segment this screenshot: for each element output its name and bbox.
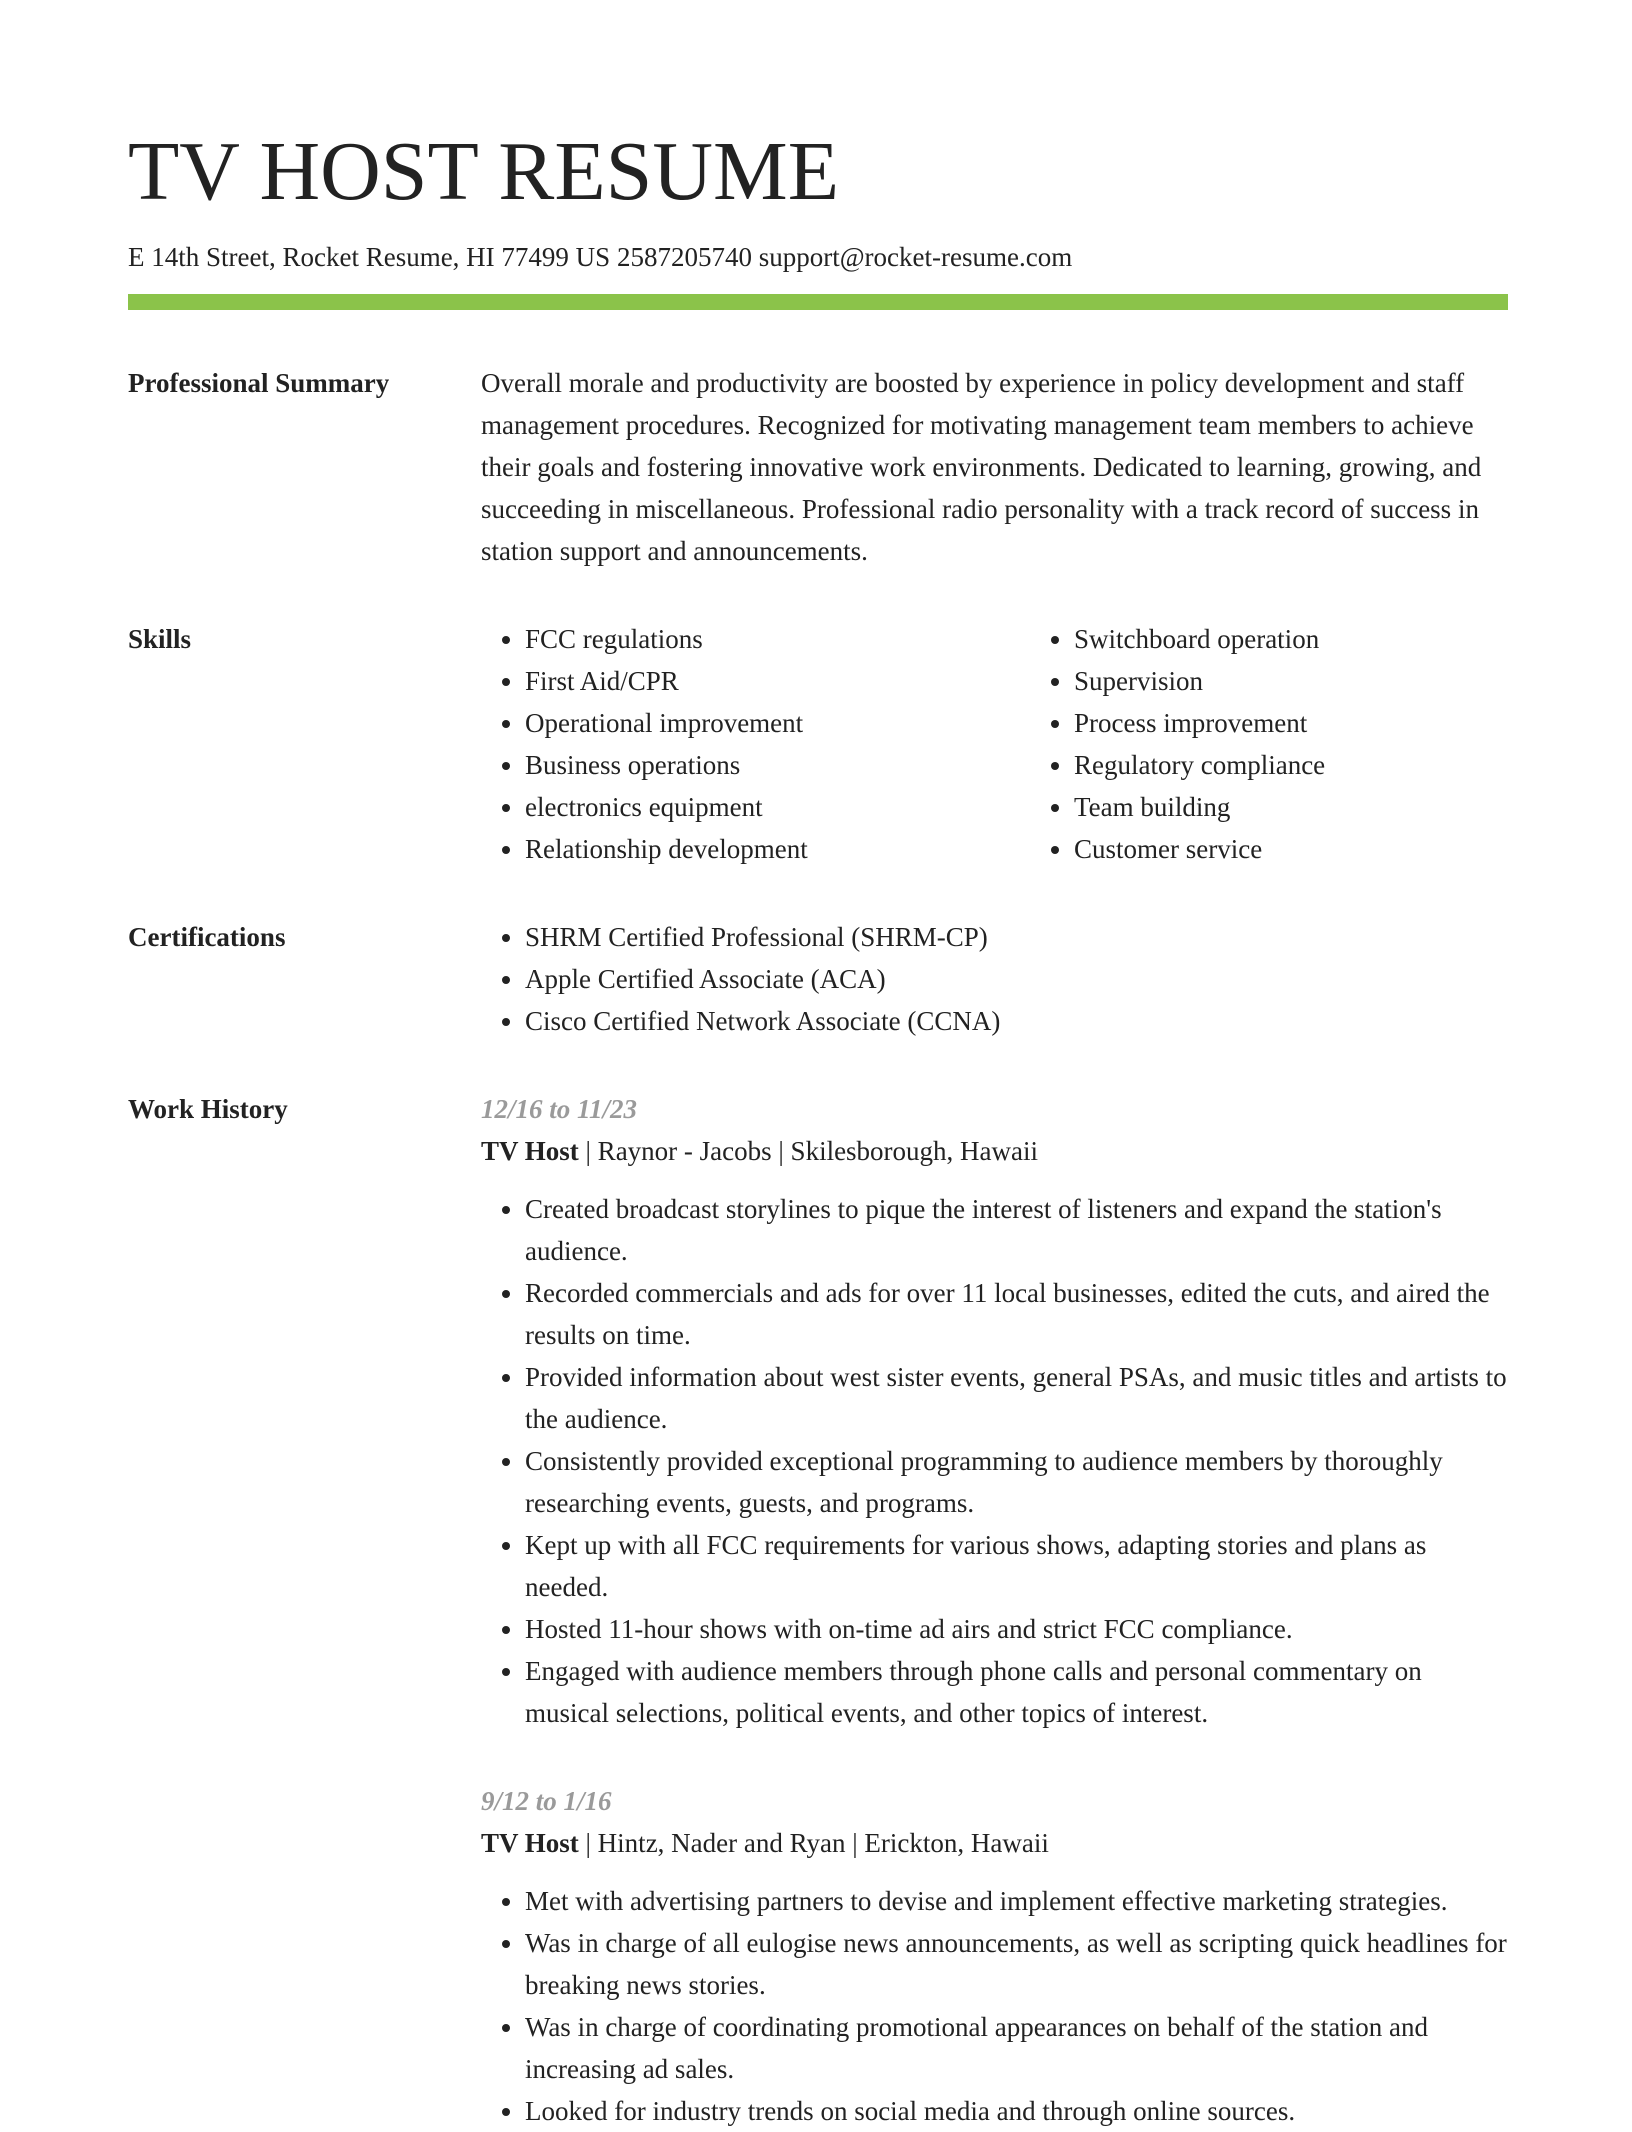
skill-item: • electronics equipment: [525, 786, 1030, 828]
certification-item: • Apple Certified Associate (ACA): [525, 958, 1508, 1000]
job-title: TV Host: [481, 1828, 579, 1858]
skill-item: • Business operations: [525, 744, 1030, 786]
job-dates: 12/16 to 11/23: [481, 1094, 638, 1124]
skill-item: • Regulatory compliance: [1074, 744, 1579, 786]
skill-item: • Process improvement: [1074, 702, 1579, 744]
section-label-summary: Professional Summary: [128, 368, 390, 398]
skill-item: • Team building: [1074, 786, 1579, 828]
job-entry: [481, 1780, 1508, 2132]
job-bullet: • Met with advertising partners to devise and implement effective marketing strategies.: [525, 1880, 1508, 1922]
job-bullet: • Provided information about west sister events, general PSAs, and music titles and artists to the audience.: [525, 1356, 1508, 1440]
job-bullet: • Was in charge of coordinating promotional appearances on behalf of the station and increasing ad sales.: [525, 2006, 1508, 2090]
resume-page: [128, 118, 1508, 2132]
job-title: TV Host: [481, 1136, 579, 1166]
job-bullet: • Created broadcast storylines to pique the interest of listeners and expand the station's audience.: [525, 1188, 1508, 1272]
job-entry: [481, 1088, 1508, 1734]
skills-list-col2: [1030, 618, 1579, 870]
section-label-work-history: Work History: [128, 1094, 288, 1124]
summary-text: Overall morale and productivity are boosted by experience in policy development and staff management procedures. Recognized for motivating management team members to achieve their goals and fostering innovative work environments. Dedicated to learning, growing, and succeeding in miscellaneous. Professional radio personality with a track record of success in station support and announcements.: [481, 368, 1482, 566]
job-bullet: • Kept up with all FCC requirements for various shows, adapting stories and plans as needed.: [525, 1524, 1508, 1608]
skill-item: • Operational improvement: [525, 702, 1030, 744]
accent-divider: [128, 294, 1508, 310]
resume-title: TV HOST RESUME: [128, 125, 840, 218]
skill-item: • First Aid/CPR: [525, 660, 1030, 702]
contact-line: E 14th Street, Rocket Resume, HI 77499 US 2587205740 support@rocket-resume.com: [128, 242, 1073, 272]
job-dates: 9/12 to 1/16: [481, 1786, 612, 1816]
skills-section: [128, 618, 1508, 870]
summary-section: [128, 362, 1508, 572]
certification-item: • SHRM Certified Professional (SHRM-CP): [525, 916, 1508, 958]
section-label-skills: Skills: [128, 624, 192, 654]
certifications-section: [128, 916, 1508, 1042]
job-bullet: • Engaged with audience members through phone calls and personal commentary on musical selections, political events, and other topics of interest.: [525, 1650, 1508, 1734]
job-bullet: • Was in charge of all eulogise news announcements, as well as scripting quick headlines for breaking news stories.: [525, 1922, 1508, 2006]
job-heading: [481, 1130, 1508, 1172]
skill-item: • Supervision: [1074, 660, 1579, 702]
skill-item: • FCC regulations: [525, 618, 1030, 660]
skill-item: • Customer service: [1074, 828, 1579, 870]
certification-item: • Cisco Certified Network Associate (CCNA): [525, 1000, 1508, 1042]
job-employer-location: | Hintz, Nader and Ryan | Erickton, Hawaii: [578, 1828, 1049, 1858]
job-bullet: • Recorded commercials and ads for over 11 local businesses, edited the cuts, and aired the results on time.: [525, 1272, 1508, 1356]
job-bullets: [481, 1188, 1508, 1734]
job-bullet: • Hosted 11-hour shows with on-time ad airs and strict FCC compliance.: [525, 1608, 1508, 1650]
certifications-list: [481, 916, 1508, 1042]
job-bullets: [481, 1880, 1508, 2132]
skill-item: • Switchboard operation: [1074, 618, 1579, 660]
work-history-section: [128, 1088, 1508, 2132]
job-heading: [481, 1822, 1508, 1864]
section-label-certifications: Certifications: [128, 922, 286, 952]
skill-item: • Relationship development: [525, 828, 1030, 870]
job-employer-location: | Raynor - Jacobs | Skilesborough, Hawaii: [578, 1136, 1039, 1166]
job-bullet: • Looked for industry trends on social media and through online sources.: [525, 2090, 1508, 2132]
skills-list-col1: [481, 618, 1030, 870]
job-bullet: • Consistently provided exceptional programming to audience members by thoroughly researching events, guests, and programs.: [525, 1440, 1508, 1524]
